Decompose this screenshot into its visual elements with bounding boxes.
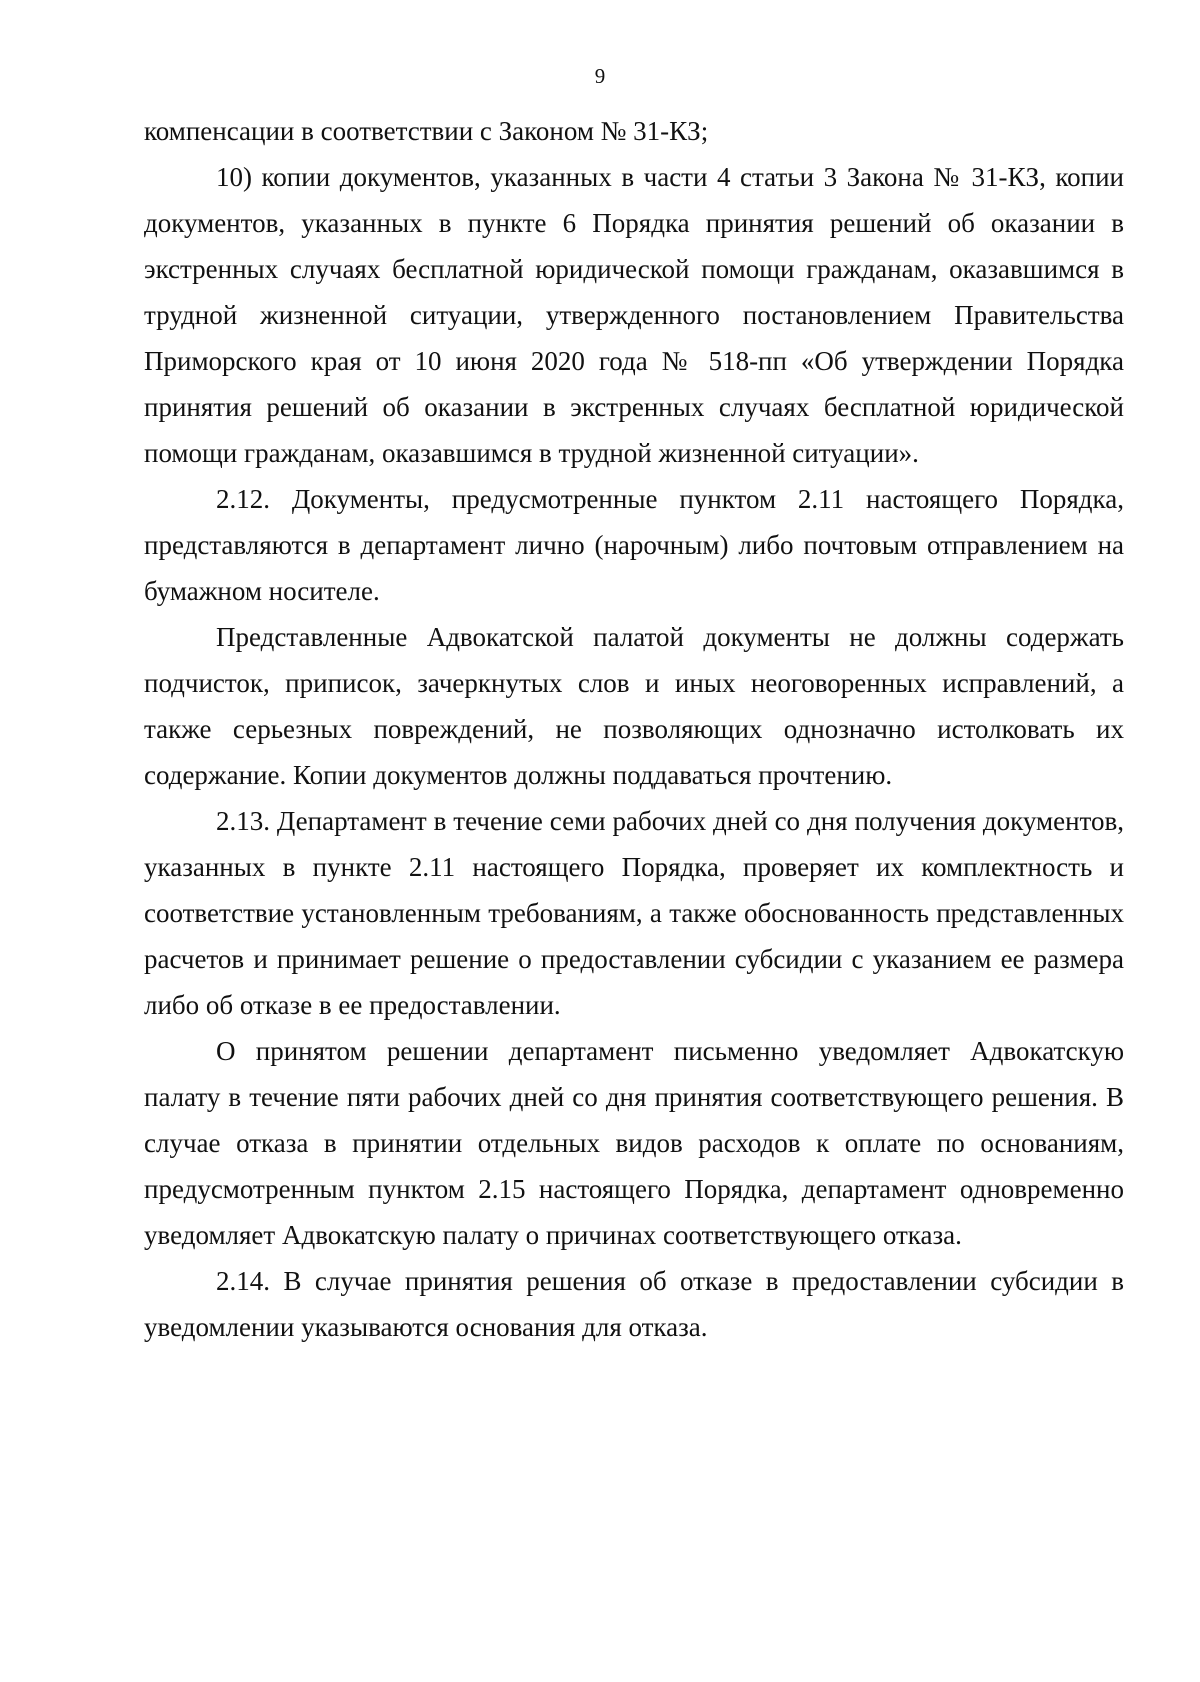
paragraph-document-requirements: Представленные Адвокатской палатой документы не должны содержать подчисток, приписок, зачеркнутых слов и иных неоговоренных исправлений, а также серьезных повреждений, не позволяющих однозначно истолковать их содержание. Копии документов должны поддаваться прочтению. — [144, 622, 1124, 790]
document-body — [144, 108, 1124, 1350]
page-number: 9 — [594, 64, 606, 88]
paragraph-compensation-continuation: компенсации в соответствии с Законом № 31-КЗ; — [144, 116, 709, 146]
paragraph-2-13: 2.13. Департамент в течение семи рабочих дней со дня получения документов, указанных в пункте 2.11 настоящего Порядка, проверяет их комплектность и соответствие установленным требованиям, а также обоснованность представленных расчетов и принимает решение о предоставлении субсидии с указанием ее размера либо об отказе в ее предоставлении. — [144, 806, 1124, 1020]
paragraph-decision-notification: О принятом решении департамент письменно уведомляет Адвокатскую палату в течение пяти рабочих дней со дня принятия соответствующего решения. В случае отказа в принятии отдельных видов расходов к оплате по основаниям, предусмотренным пунктом 2.15 настоящего Порядка, департамент одновременно уведомляет Адвокатскую палату о причинах соответствующего отказа. — [144, 1036, 1124, 1250]
paragraph-2-14: 2.14. В случае принятия решения об отказе в предоставлении субсидии в уведомлении указываются основания для отказа. — [144, 1266, 1124, 1342]
paragraph-item-10: 10) копии документов, указанных в части 4 статьи 3 Закона № 31-КЗ, копии документов, указанных в пункте 6 Порядка принятия решений об оказании в экстренных случаях бесплатной юридической помощи гражданам, оказавшимся в трудной жизненной ситуации, утвержденного постановлением Правительства Приморского края от 10 июня 2020 года № 518-пп «Об утверждении Порядка принятия решений об оказании в экстренных случаях бесплатной юридической помощи гражданам, оказавшимся в трудной жизненной ситуации». — [144, 162, 1124, 468]
paragraph-2-12: 2.12. Документы, предусмотренные пунктом 2.11 настоящего Порядка, представляются в департамент лично (нарочным) либо почтовым отправлением на бумажном носителе. — [144, 484, 1124, 606]
